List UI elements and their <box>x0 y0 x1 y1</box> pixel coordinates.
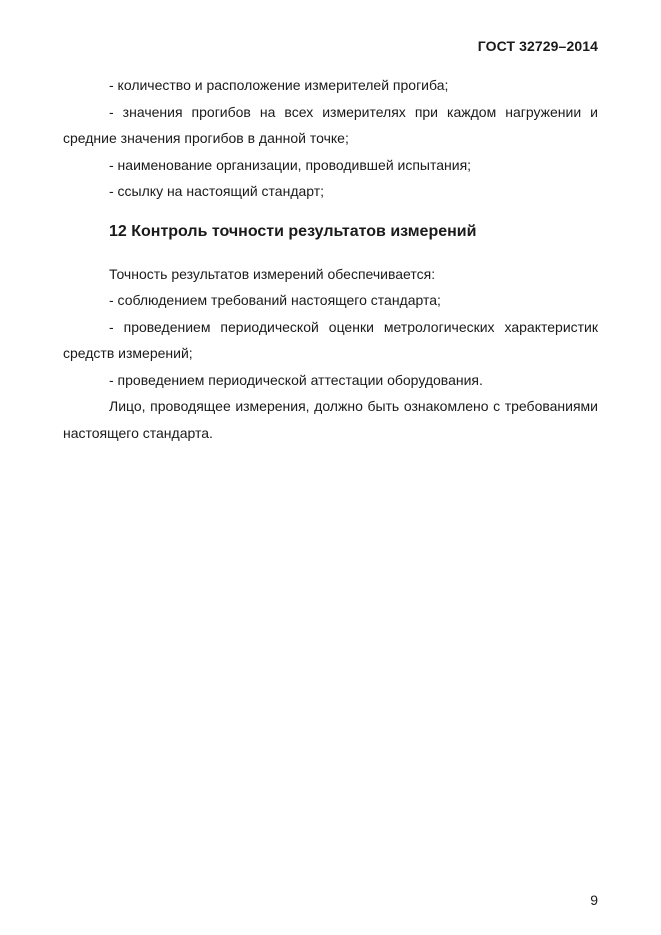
page-body <box>63 72 598 446</box>
list-item: - количество и расположение измерителей прогиба; <box>109 77 449 93</box>
list-item: - соблюдением требований настоящего стандарта; <box>109 292 441 308</box>
page-number: 9 <box>590 892 598 908</box>
list-item: - проведением периодической оценки метрологических характеристик средств измерений; <box>63 318 598 361</box>
list-item: - наименование организации, проводившей испытания; <box>109 156 472 173</box>
list-item: - ссылку на настоящий стандарт; <box>109 183 325 199</box>
section-heading: 12 Контроль точности результатов измерений <box>109 222 477 240</box>
list-item: - проведением периодической аттестации оборудования. <box>109 371 483 388</box>
standard-code: ГОСТ 32729–2014 <box>477 38 598 54</box>
section-intro: Точность результатов измерений обеспечивается: <box>109 265 436 282</box>
section-closing: Лицо, проводящее измерения, должно быть ознакомлено с требованиями настоящего стандарта. <box>63 398 598 441</box>
list-item: - значения прогибов на всех измерителях при каждом нагружении и средние значения прогибов в данной точке; <box>63 103 598 146</box>
